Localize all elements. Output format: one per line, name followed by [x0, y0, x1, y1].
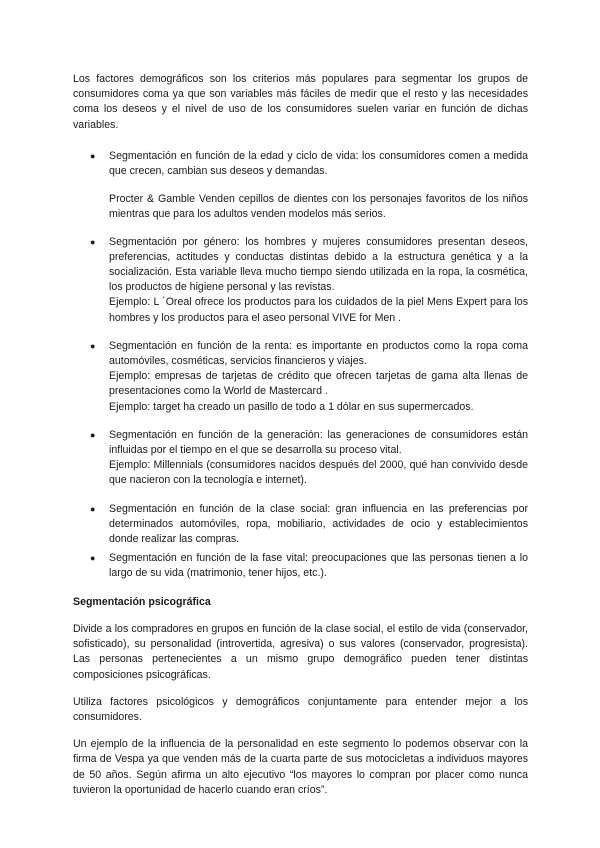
intro-paragraph: Los factores demográficos son los criterios más populares para segmentar los grupos de consumidores coma ya que son variables más fáciles de medir que el resto y las necesidades coma los deseos y el nivel de uso de los consumidores suelen variar en función de dichas variables.	[73, 73, 528, 131]
body-paragraph: Divide a los compradores en grupos en función de la clase social, el estilo de vida (conservador, sofisticado), su personalidad (introvertida, agresiva) o sus valores (conservador, progresista). Las personas pertenecientes a un mismo grupo demográfico pueden tener distintas composiciones psicográficas.	[73, 622, 528, 681]
list-item	[73, 149, 528, 223]
list-item-example: Ejemplo: target ha creado un pasillo de todo a 1 dólar en sus supermercados.	[109, 400, 474, 413]
bullet-icon: ●	[90, 340, 96, 351]
bullet-icon: ●	[90, 503, 96, 514]
list-item-text: Segmentación en función de la renta: es importante en productos como la ropa coma automóviles, cosméticas, servicios financieros y viajes.	[109, 339, 528, 368]
bullet-icon: ●	[90, 236, 96, 247]
list-item-text: Segmentación en función de la generación: las generaciones de consumidores están influidas por el tiempo en el que se desarrolla su proceso vital.	[109, 428, 528, 457]
body-paragraph: Un ejemplo de la influencia de la personalidad en este segmento lo podemos observar con la firma de Vespa ya que venden más de la cuarta parte de sus motocicletas a individuos mayores de 50 años. Según afirma un alto ejecutivo “los mayores lo compran por placer como nunca tuvieron la oportunidad de hacerlo cuando eran críos”.	[73, 738, 528, 796]
list-item-text: Segmentación por género: los hombres y mujeres consumidores presentan deseos, preferencias, actitudes y conductas distintas debido a la estructura genética y a la socialización. Esta variable lleva mucho tiempo siendo utilizada en la ropa, la cosmética, los productos de higiene personal y las revistas.	[109, 235, 528, 294]
bullet-icon: ●	[90, 150, 96, 161]
bullet-icon: ●	[90, 553, 96, 564]
list-item-example: Ejemplo: Millennials (consumidores nacidos después del 2000, qué han convivido desde que nacieron con la tecnología e internet).	[109, 459, 528, 487]
list-item	[73, 428, 528, 489]
section-heading: Segmentación psicográfica	[73, 595, 211, 608]
list-item-text: Segmentación en función de la edad y ciclo de vida: los consumidores comen a medida que crecen, cambian sus deseos y demandas.	[109, 149, 528, 178]
list-item	[73, 551, 528, 581]
list-item-example: Procter & Gamble Venden cepillos de dientes con los personajes favoritos de los niños mientras que para los adultos venden modelos más serios.	[109, 193, 528, 221]
segmentation-list	[73, 149, 528, 582]
list-item	[73, 502, 528, 548]
list-item-text: Segmentación en función de la fase vital: preocupaciones que las personas tienen a lo largo de su vida (matrimonio, tener hijos, etc.).	[109, 552, 528, 580]
body-paragraph: Utiliza factores psicológicos y demográficos conjuntamente para entender mejor a los consumidores.	[73, 695, 528, 723]
list-item-text: Segmentación en función de la clase social: gran influencia en las preferencias por determinados automóviles, ropa, mobiliario, actividades de ocio y establecimientos donde realizar las compras.	[109, 502, 528, 546]
list-item	[73, 339, 528, 415]
list-item-example: Ejemplo: L ´Oreal ofrece los productos para los cuidados de la piel Mens Expert para los hombres y los productos para el aseo personal VIVE for Men .	[109, 296, 528, 324]
list-item	[73, 235, 528, 326]
list-item-example: Ejemplo: empresas de tarjetas de crédito que ofrecen tarjetas de gama alta llenas de presentaciones como la World de Mastercard .	[109, 370, 528, 398]
bullet-icon: ●	[90, 429, 96, 440]
